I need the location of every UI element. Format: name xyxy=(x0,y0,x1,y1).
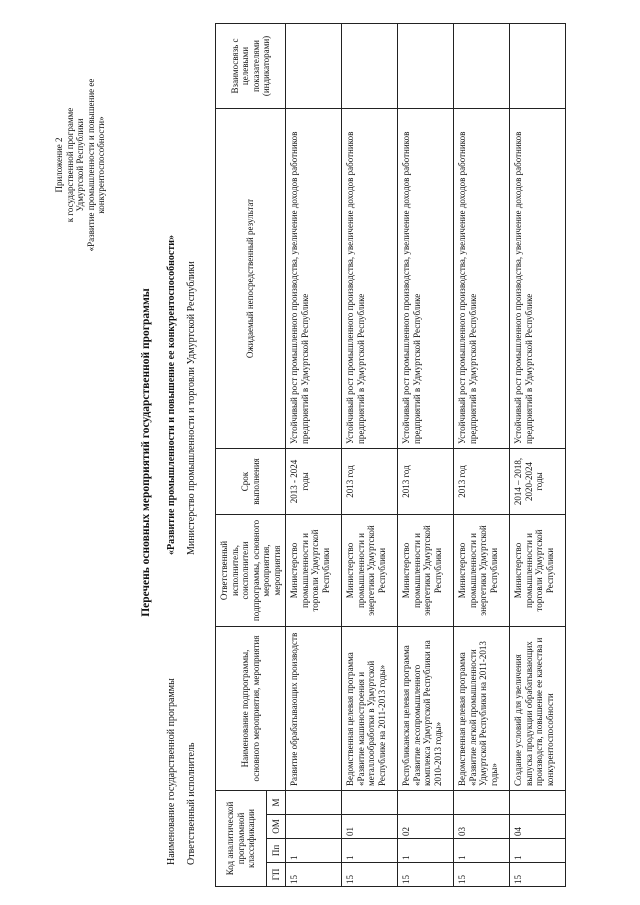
cell-pp: 1 xyxy=(454,839,510,863)
cell-m xyxy=(398,791,454,815)
appendix-line: Удмуртской Республики xyxy=(75,118,85,212)
header-responsible: Ответственный исполнитель, соисполнители подпрограммы, основного мероприятия, мероприятия xyxy=(216,515,286,627)
cell-om: 04 xyxy=(510,815,566,839)
table-header-row xyxy=(216,24,267,887)
cell-m xyxy=(286,791,342,815)
table-row xyxy=(342,24,398,887)
table-row xyxy=(398,24,454,887)
cell-gp: 15 xyxy=(510,863,566,887)
cell-relation xyxy=(510,24,566,109)
cell-term: 2013 год xyxy=(342,449,398,515)
cell-responsible: Министерство промышленности и энергетики Удмуртской Республики xyxy=(454,515,510,627)
header-result: Ожидаемый непосредственный результат xyxy=(216,109,286,449)
cell-m xyxy=(342,791,398,815)
cell-name: Республиканская целевая программа «Развитие лесопромышленного комплекса Удмуртской Республики на 2010-2013 годы» xyxy=(398,627,454,791)
appendix-line: конкурентоспособности» xyxy=(96,116,106,214)
cell-relation xyxy=(454,24,510,109)
appendix-line: к государственной программе xyxy=(64,107,75,223)
cell-responsible: Министерство промышленности и торговли Удмуртской Республики xyxy=(510,515,566,627)
cell-name: Развитие обрабатывающих производств xyxy=(286,627,342,791)
executor-label: Ответственный исполнитель xyxy=(186,742,197,865)
cell-pp: 1 xyxy=(510,839,566,863)
appendix-line: «Развитие промышленности и повышение ее xyxy=(85,78,96,252)
cell-gp: 15 xyxy=(286,863,342,887)
cell-name: Ведомственная целевая программа «Развитие легкой промышленности Удмуртской Республики на 2011-2013 годы» xyxy=(454,627,510,791)
cell-term: 2014 – 2018, 2020-2024 годы xyxy=(510,449,566,515)
cell-responsible: Министерство промышленности и энергетики Удмуртской Республики xyxy=(342,515,398,627)
appendix-note xyxy=(54,15,107,315)
program-value: «Развитие промышленности и повышение ее конкурентоспособности» xyxy=(166,234,177,555)
cell-relation xyxy=(342,24,398,109)
document-title: Перечень основных мероприятий государственной программы xyxy=(140,288,152,617)
cell-om xyxy=(286,815,342,839)
cell-result: Устойчивый рост промышленного производства, увеличение доходов работников предприятий в Удмуртской Республике xyxy=(454,109,510,449)
cell-om: 03 xyxy=(454,815,510,839)
activities-table xyxy=(215,23,566,887)
cell-gp: 15 xyxy=(454,863,510,887)
cell-term: 2013 год xyxy=(454,449,510,515)
program-label: Наименование государственной программы xyxy=(166,678,177,865)
cell-name: Ведомственная целевая программа «Развитие машиностроения и металлообработки в Удмуртской Республике на 2011-2013 годы» xyxy=(342,627,398,791)
cell-m xyxy=(510,791,566,815)
executor-value: Министерство промышленности и торговли Удмуртской Республики xyxy=(186,261,197,555)
appendix-line: Приложение 2 xyxy=(54,137,64,193)
table-row xyxy=(286,24,342,887)
header-code-group: Код аналитической программной классификации xyxy=(216,791,267,887)
header-term: Срок выполнения xyxy=(216,449,286,515)
cell-name: Создание условий для увеличения выпуска продукции обрабатывающих производств, повышение ее качества и конкурентоспособности xyxy=(510,627,566,791)
cell-term: 2013 год xyxy=(398,449,454,515)
table-row xyxy=(454,24,510,887)
cell-pp: 1 xyxy=(342,839,398,863)
cell-relation xyxy=(286,24,342,109)
table-row xyxy=(510,24,566,887)
cell-term: 2013 - 2024 годы xyxy=(286,449,342,515)
header-m: М xyxy=(267,791,286,815)
cell-relation xyxy=(398,24,454,109)
cell-result: Устойчивый рост промышленного производства, увеличение доходов работников предприятий в Удмуртской Республике xyxy=(398,109,454,449)
header-name: Наименование подпрограммы, основного мероприятия, мероприятия xyxy=(216,627,286,791)
cell-om: 01 xyxy=(342,815,398,839)
cell-result: Устойчивый рост промышленного производства, увеличение доходов работников предприятий в Удмуртской Республике xyxy=(510,109,566,449)
cell-result: Устойчивый рост промышленного производства, увеличение доходов работников предприятий в Удмуртской Республике xyxy=(342,109,398,449)
cell-gp: 15 xyxy=(342,863,398,887)
cell-result: Устойчивый рост промышленного производства, увеличение доходов работников предприятий в Удмуртской Республике xyxy=(286,109,342,449)
cell-responsible: Министерство промышленности и энергетики Удмуртской Республики xyxy=(398,515,454,627)
cell-pp: 1 xyxy=(286,839,342,863)
header-relation: Взаимосвязь с целевыми показателями (индикаторами) xyxy=(216,24,286,109)
cell-responsible: Министерство промышленности и торговли Удмуртской Республики xyxy=(286,515,342,627)
cell-pp: 1 xyxy=(398,839,454,863)
cell-om: 02 xyxy=(398,815,454,839)
header-om: ОМ xyxy=(267,815,286,839)
cell-gp: 15 xyxy=(398,863,454,887)
cell-m xyxy=(454,791,510,815)
header-gp: ГП xyxy=(267,863,286,887)
header-pp: Пп xyxy=(267,839,286,863)
